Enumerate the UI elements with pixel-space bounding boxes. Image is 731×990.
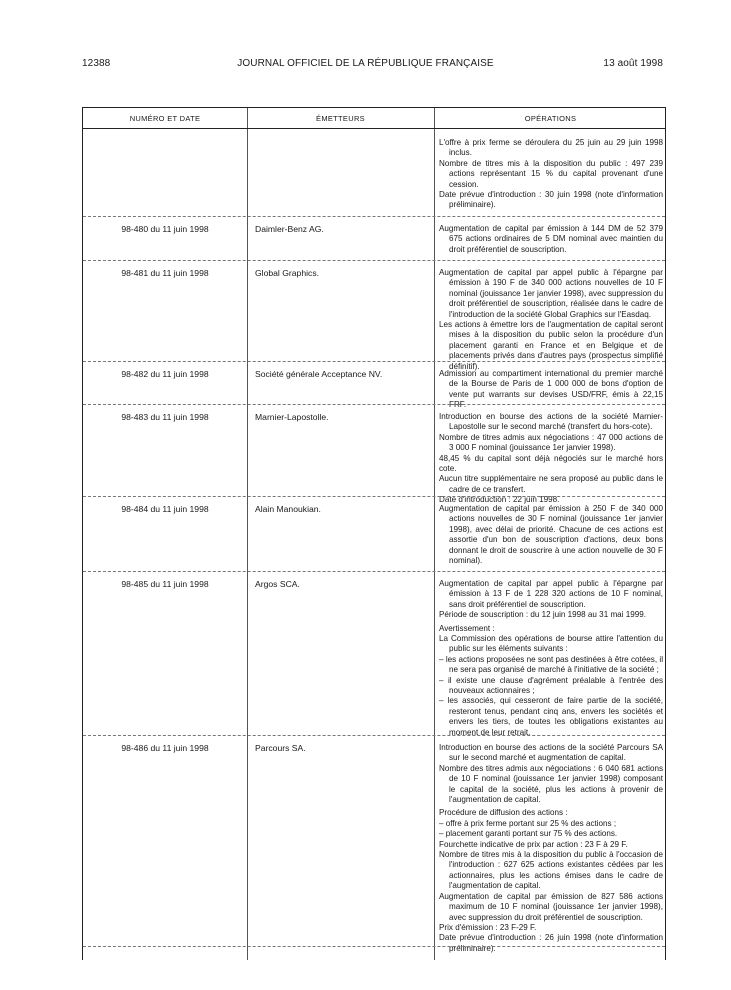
row-separator <box>83 216 665 217</box>
journal-title: JOURNAL OFFICIEL DE LA RÉPUBLIQUE FRANÇAISE <box>237 58 494 69</box>
row-separator <box>83 946 665 947</box>
page-number: 12388 <box>82 58 111 69</box>
row-separator <box>83 361 665 362</box>
issue-date: 13 août 1998 <box>603 58 663 69</box>
number-cell: 98-486 du 11 juin 1998 <box>121 743 209 753</box>
issuer-cell: Parcours SA. <box>255 743 306 753</box>
issuer-cell: Alain Manoukian. <box>255 504 321 514</box>
operations-cell: L'offre à prix ferme se déroulera du 25 juin au 29 juin 1998 inclus. Nombre de titres mis à la disposition du public : 497 239 actions représentant 15 % du capital provenant d'une cession. Date prévue d'introduction : 30 juin 1998 (note d'information préliminaire). <box>439 138 663 210</box>
row-separator <box>83 735 665 736</box>
operations-table <box>82 107 666 960</box>
issuer-cell: Argos SCA. <box>255 579 300 589</box>
row-separator <box>83 404 665 405</box>
number-cell: 98-484 du 11 juin 1998 <box>121 504 209 514</box>
row-separator <box>83 496 665 497</box>
number-cell: 98-485 du 11 juin 1998 <box>121 579 209 589</box>
column-header-number: NUMÉRO ET DATE <box>129 114 201 123</box>
operations-cell: Augmentation de capital par émission à 144 DM de 52 379 675 actions ordinaires de 5 DM nominal avec maintien du droit préférentiel de souscription. <box>439 224 663 254</box>
operations-cell: Introduction en bourse des actions de la société Marnier-Lapostolle sur le second marché (transfert du hors-cote). Nombre de titres admis aux négociations : 47 000 actions de 3 000 F nominal (jouissance 1er janvier 1998). 48,45 % du capital sont déjà négociés sur le marché hors cote. Aucun titre supplémentaire ne sera proposé au public dans le cadre de ce transfert. Date d'introduction : 22 juin 1998. <box>439 412 663 505</box>
operations-cell: Admission au compartiment international du premier marché de la Bourse de Paris de 1 000 000 de bons d'option de vente put warrants sur devises USD/FRF, émis à 22,15 FRF. <box>439 369 663 410</box>
issuer-cell: Marnier-Lapostolle. <box>255 412 329 422</box>
issuer-cell: Daimler-Benz AG. <box>255 224 324 234</box>
issuer-cell: Société générale Acceptance NV. <box>255 369 383 379</box>
column-divider <box>434 108 435 960</box>
column-header-operations: OPÉRATIONS <box>524 114 577 123</box>
operations-cell: Augmentation de capital par appel public à l'épargne par émission à 190 F de 340 000 actions nouvelles de 10 F nominal (jouissance 1er janvier 1998), avec suppression du droit préférentiel de souscription, réalisée dans le cadre de l'introduction de la société Global Graphics sur l'Easdaq. Les actions à émettre lors de l'augmentation de capital seront mises à la disposition du public selon la procédure d'un placement garanti en France et en Belgique et de placements privés dans d'autres pays (prospectus simplifié définitif). <box>439 268 663 371</box>
issuer-cell: Global Graphics. <box>255 268 320 278</box>
operations-cell: Augmentation de capital par émission à 250 F de 340 000 actions nouvelles de 30 F nominal (jouissance 1er janvier 1998), avec délai de priorité. Chacune de ces actions est assortie d'un bon de souscription d'actions, deux bons donnant le droit de souscrire à une action nouvelle de 30 F nominal). <box>439 504 663 566</box>
number-cell: 98-480 du 11 juin 1998 <box>121 224 209 234</box>
operations-cell: Augmentation de capital par appel public à l'épargne par émission à 13 F de 1 228 320 actions de 10 F nominal, sans droit préférentiel de souscription. Période de souscription : du 12 juin 1998 au 31 mai 1999. Avertissement : La Commission des opérations de bourse attire l'attention du public sur les éléments suivants : – les actions proposées ne sont pas destinées à être cotées, il ne sera pas organisé de marché à l'initiative de la société ; – il existe une clause d'agrément préalable à l'entrée des nouveaux actionnaires ; – les associés, qui cesseront de faire partie de la société, resteront tenus, pendant cinq ans, envers les sociétés et envers les tiers, de toutes les obligations existantes au moment de leur retrait. <box>439 579 663 737</box>
row-separator <box>83 260 665 261</box>
table-header <box>83 108 665 129</box>
operations-cell: Introduction en bourse des actions de la société Parcours SA sur le second marché et augmentation de capital. Nombre des titres admis aux négociations : 6 040 681 actions de 10 F nominal (jouissance 1er janvier 1998) composant le capital de la société, plus les actions à provenir de l'augmentation de capital. Procédure de diffusion des actions : – offre à prix ferme portant sur 25 % des actions ; – placement garanti portant sur 75 % des actions. Fourchette indicative de prix par action : 23 F à 29 F. Nombre de titres mis à la disposition du public à l'occasion de l'introduction : 627 625 actions existantes cédées par les actionnaires, plus les actions émises dans le cadre de l'augmentation de capital. Augmentation de capital par émission de 827 586 actions maximum de 10 F nominal (jouissance 1er janvier 1998), avec suppression du droit préférentiel de souscription. Prix d'émission : 23 F-29 F. Date prévue d'introduction : 26 juin 1998 (note d'information préliminaire). <box>439 743 663 953</box>
number-cell: 98-482 du 11 juin 1998 <box>121 369 209 379</box>
number-cell: 98-481 du 11 juin 1998 <box>121 268 209 278</box>
row-separator <box>83 571 665 572</box>
column-divider <box>247 108 248 960</box>
number-cell: 98-483 du 11 juin 1998 <box>121 412 209 422</box>
column-header-issuer: ÉMETTEURS <box>316 114 365 123</box>
